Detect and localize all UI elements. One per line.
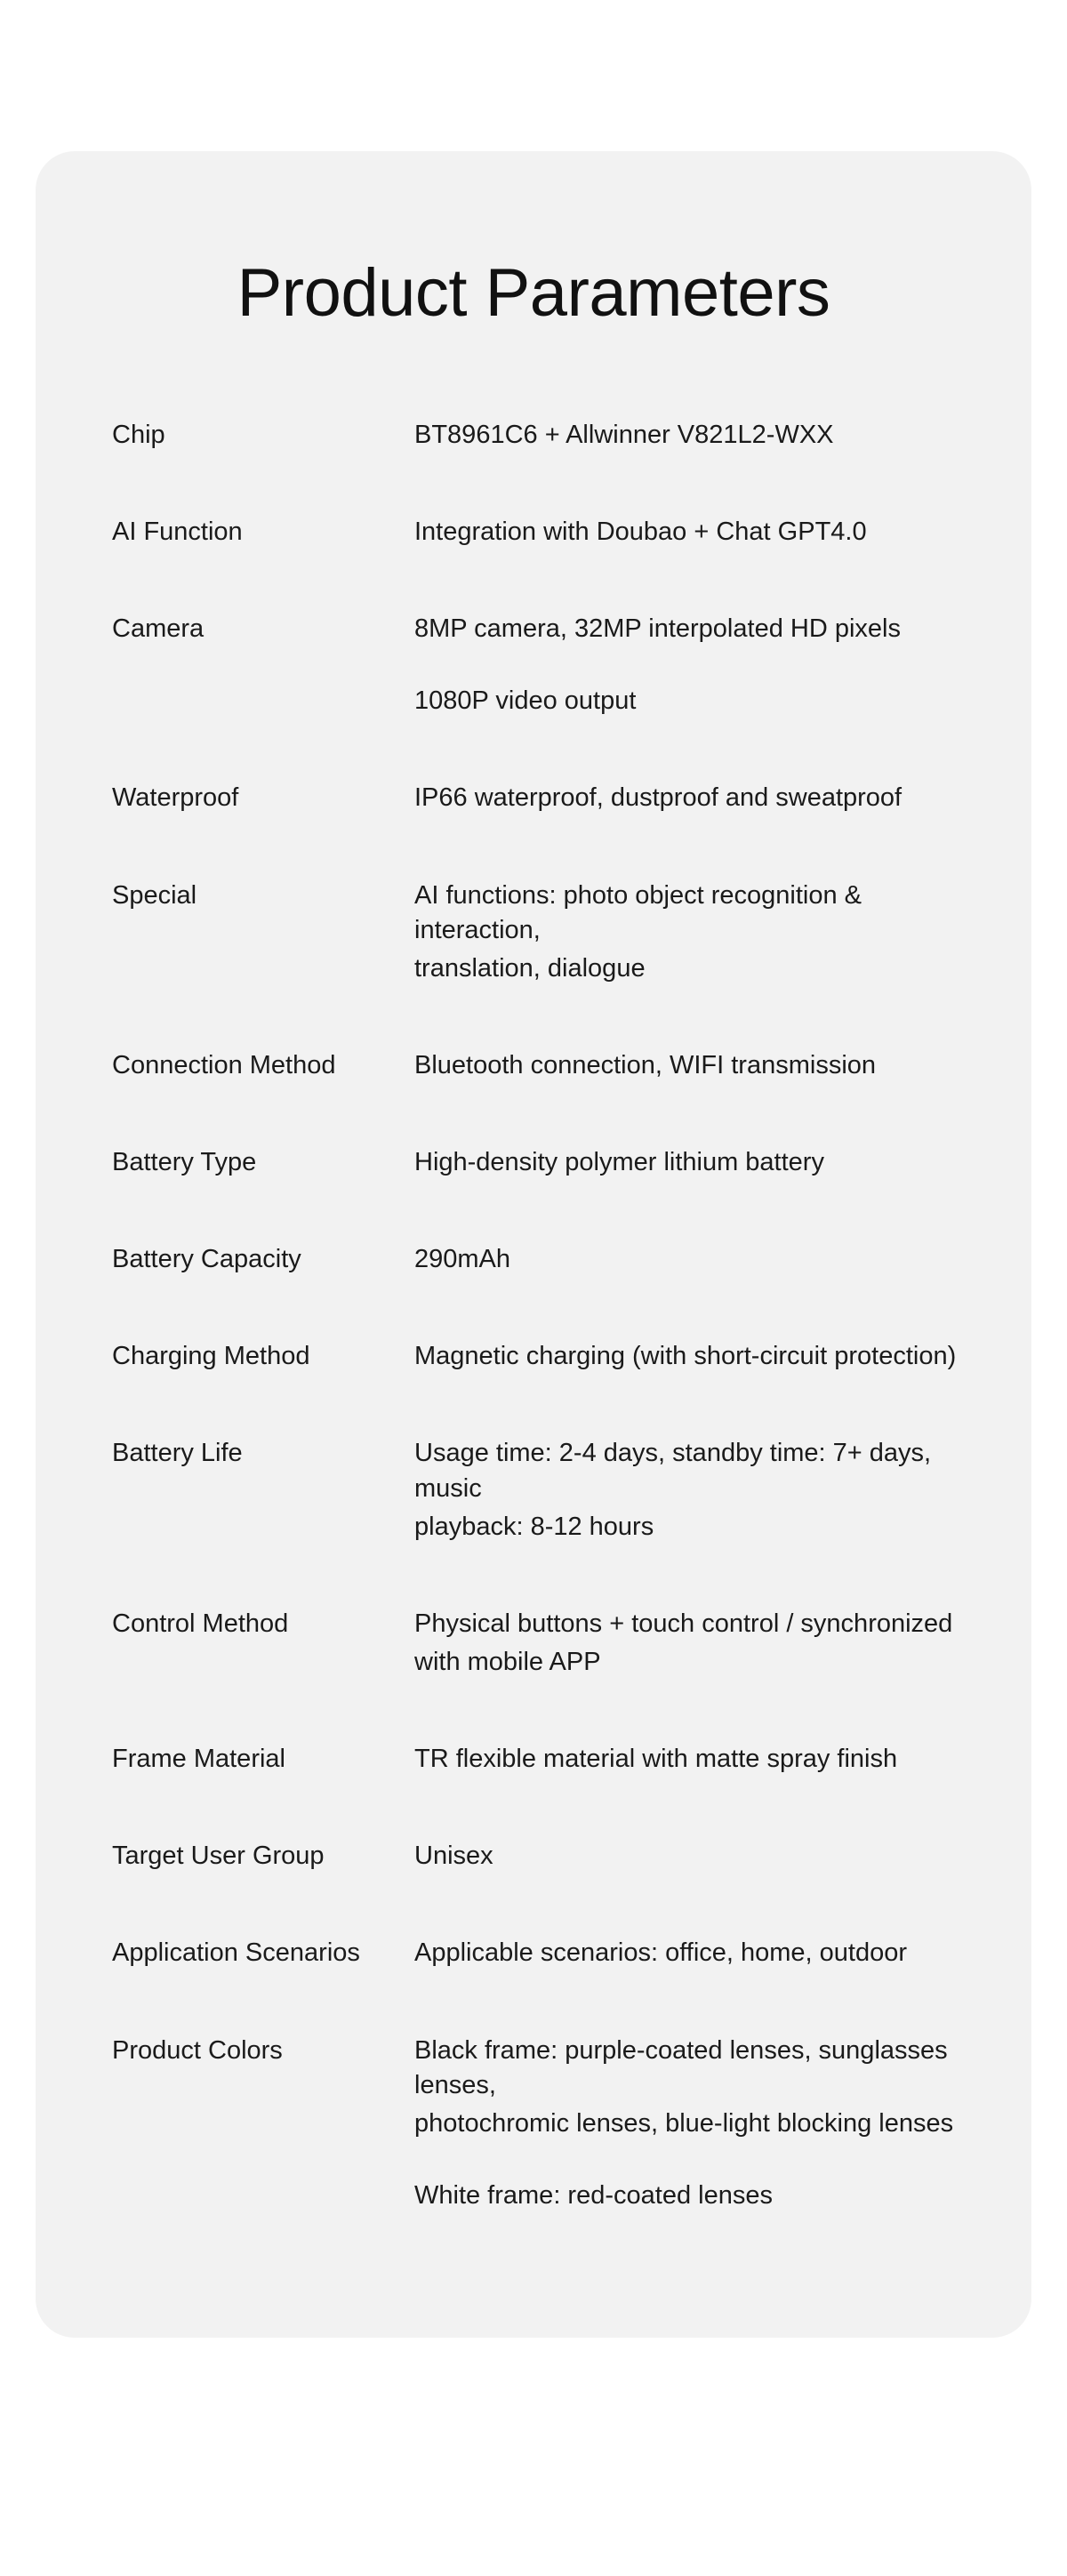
row-spacer — [107, 1777, 960, 1839]
row-spacer — [107, 550, 960, 612]
spec-value — [414, 1145, 960, 1180]
row-spacer-cell — [107, 1971, 414, 2034]
row-spacer-cell — [414, 816, 960, 879]
spec-value — [414, 1839, 960, 1874]
table-row — [107, 879, 960, 986]
row-spacer-cell — [107, 1374, 414, 1436]
row-spacer-cell — [414, 1083, 960, 1145]
spec-value — [414, 1607, 960, 1680]
row-spacer-cell — [414, 718, 960, 781]
specifications-table — [107, 418, 960, 2213]
spec-value-line: playback: 8-12 hours — [414, 1512, 654, 1541]
table-row — [107, 781, 960, 815]
table-row — [107, 612, 960, 718]
row-spacer-cell — [414, 1777, 960, 1839]
spec-label: Product Colors — [112, 2035, 283, 2065]
spec-value — [414, 1936, 960, 1970]
spec-value-line: translation, dialogue — [414, 953, 646, 983]
spec-label: Camera — [112, 614, 205, 644]
spec-value-line: Physical buttons + touch control / synchronized — [414, 1609, 953, 1638]
spec-label: Special — [112, 880, 197, 910]
row-spacer — [107, 1971, 960, 2034]
spec-value-line: Applicable scenarios: office, home, outdoor — [414, 1938, 908, 1968]
table-row — [107, 1436, 960, 1544]
spec-value-line: High-density polymer lithium battery — [414, 1148, 824, 1177]
spec-value-line: TR flexible material with matte spray finish — [414, 1745, 898, 1774]
spec-value — [414, 879, 960, 986]
table-row — [107, 1242, 960, 1277]
row-spacer-cell — [414, 1374, 960, 1436]
row-spacer — [107, 816, 960, 879]
row-spacer — [107, 453, 960, 515]
spec-label: Battery Type — [112, 1148, 257, 1177]
parameters-card — [36, 151, 1031, 2338]
spec-value — [414, 1242, 960, 1277]
spec-value-line: Integration with Doubao + Chat GPT4.0 — [414, 517, 867, 546]
row-spacer-cell — [107, 1680, 414, 1742]
spec-value-line: IP66 waterproof, dustproof and sweatproof — [414, 783, 903, 813]
row-spacer — [107, 1680, 960, 1742]
row-spacer-cell — [107, 453, 414, 515]
spec-value — [414, 1339, 960, 1374]
row-spacer-cell — [414, 1180, 960, 1242]
spec-value-line: Magnetic charging (with short-circuit protection) — [414, 1342, 957, 1371]
table-row — [107, 1607, 960, 1680]
spec-label: Frame Material — [112, 1745, 285, 1774]
row-spacer-cell — [414, 1680, 960, 1742]
table-row — [107, 1839, 960, 1874]
row-spacer-cell — [414, 550, 960, 612]
table-row — [107, 1742, 960, 1777]
spec-value-line: Black frame: purple-coated lenses, sunglasses lenses, — [414, 2035, 948, 2099]
row-spacer-cell — [107, 986, 414, 1048]
spec-label: Application Scenarios — [112, 1938, 360, 1968]
spec-value-line: Bluetooth connection, WIFI transmission — [414, 1050, 877, 1079]
table-row — [107, 418, 960, 453]
row-spacer — [107, 1545, 960, 1607]
spec-value-line: Usage time: 2-4 days, standby time: 7+ days, music — [414, 1439, 932, 1503]
row-spacer — [107, 986, 960, 1048]
table-row — [107, 515, 960, 550]
spec-label: Battery Capacity — [112, 1245, 301, 1274]
table-row — [107, 1145, 960, 1180]
spec-label: Battery Life — [112, 1439, 243, 1468]
row-spacer-cell — [414, 1971, 960, 2034]
specifications-table-body — [107, 418, 960, 2213]
spec-value-line: photochromic lenses, blue-light blocking lenses — [414, 2108, 954, 2138]
row-spacer-cell — [107, 550, 414, 612]
table-row — [107, 1048, 960, 1083]
row-spacer — [107, 1374, 960, 1436]
spec-value — [414, 781, 960, 815]
spec-value-line: White frame: red-coated lenses — [414, 2181, 773, 2211]
row-spacer — [107, 718, 960, 781]
row-spacer-cell — [107, 1277, 414, 1339]
page-title: Product Parameters — [237, 255, 830, 331]
spec-label: Chip — [112, 420, 165, 449]
row-spacer-cell — [414, 1545, 960, 1607]
row-spacer-cell — [107, 1777, 414, 1839]
spec-value — [414, 418, 960, 453]
row-spacer — [107, 1874, 960, 1936]
spec-label: Connection Method — [112, 1050, 336, 1079]
spec-value — [414, 1048, 960, 1083]
row-spacer-cell — [414, 1874, 960, 1936]
spec-value-line: AI functions: photo object recognition & interaction, — [414, 880, 862, 944]
spec-label: Waterproof — [112, 783, 239, 813]
spec-value-line: BT8961C6 + Allwinner V821L2-WXX — [414, 420, 834, 449]
row-spacer-cell — [414, 453, 960, 515]
row-spacer-cell — [107, 816, 414, 879]
row-spacer-cell — [414, 986, 960, 1048]
spec-value — [414, 1436, 960, 1544]
row-spacer-cell — [107, 1545, 414, 1607]
spec-label: Control Method — [112, 1609, 289, 1638]
row-spacer-cell — [414, 1277, 960, 1339]
spec-label: AI Function — [112, 517, 243, 546]
spec-value — [414, 612, 960, 718]
spec-value — [414, 2034, 960, 2214]
row-spacer — [107, 1180, 960, 1242]
spec-value — [414, 515, 960, 550]
table-row — [107, 1936, 960, 1970]
table-row — [107, 1339, 960, 1374]
spec-value — [414, 1742, 960, 1777]
row-spacer — [107, 1277, 960, 1339]
spec-label: Target User Group — [112, 1842, 325, 1871]
spec-value-line: 8MP camera, 32MP interpolated HD pixels — [414, 614, 901, 644]
spec-value-line: Unisex — [414, 1842, 493, 1871]
row-spacer-cell — [107, 1180, 414, 1242]
table-row — [107, 2034, 960, 2214]
spec-value-line: 1080P video output — [414, 686, 637, 716]
row-spacer-cell — [107, 1874, 414, 1936]
row-spacer-cell — [107, 718, 414, 781]
spec-value-line: 290mAh — [414, 1245, 511, 1274]
row-spacer-cell — [107, 1083, 414, 1145]
spec-label: Charging Method — [112, 1342, 310, 1371]
spec-value-line: with mobile APP — [414, 1648, 601, 1677]
row-spacer — [107, 1083, 960, 1145]
